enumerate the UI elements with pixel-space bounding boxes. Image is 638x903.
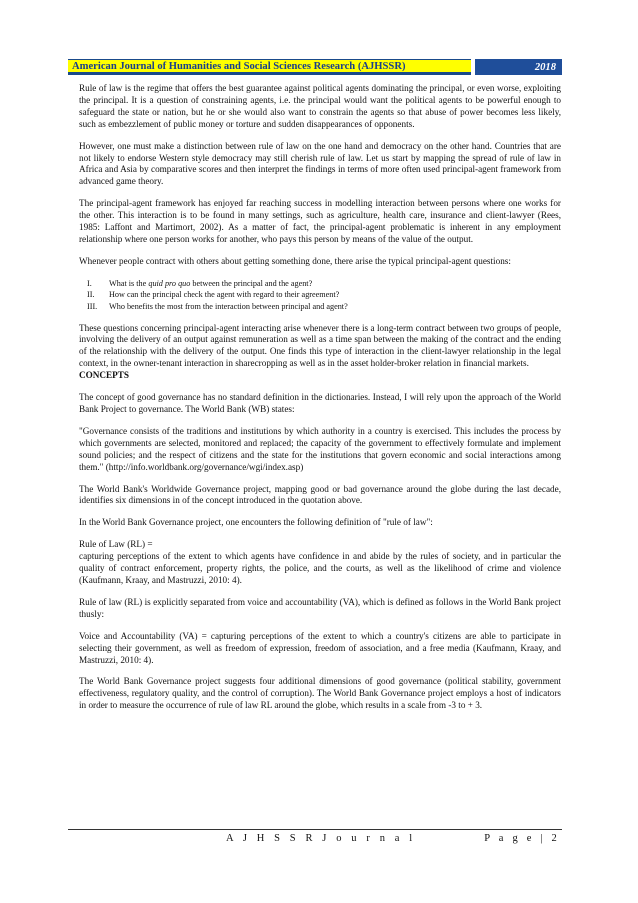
list-number: I. [87, 278, 92, 288]
paragraph: In the World Bank Governance project, one encounters the following definition of "rule of law": [79, 517, 433, 528]
paragraph: Rule of law is the regime that offers the best guarantee against political agents dominating the principal, or even worse, exploiting the principal. It is a question of constraining agents, i.e. the principal would want the political agents to be powerful enough to safeguard the state or nation, but he or she would also want to constrain the agents so that abuse of power becomes less likely, such as embezzlement of public money or torture and sudden disappearances of opponents. [79, 83, 561, 129]
journal-year: 2018 [534, 61, 556, 73]
definition-label: Rule of Law (RL) = [79, 539, 153, 550]
paragraph: The World Bank Governance project suggests four additional dimensions of good governance (political stability, government effectiveness, regulatory quality, and the control of corruption). The World Bank Governance project employs a host of indicators in order to measure the occurrence of rule of law RL around the globe, which results in a scale from -3 to + 3. [79, 676, 561, 711]
definition: Voice and Accountability (VA) = capturing perceptions of the extent to which a country's citizens are able to participate in selecting their government, as well as freedom of expression, freedom of association, and a free media (Kaufmann, Kraay, and Mastruzzi, 2010: 4). [79, 630, 561, 665]
paragraph: The World Bank's Worldwide Governance project, mapping good or bad governance around the globe during the last decade, identifies six dimensions in of the concept introduced in the quotation above. [79, 483, 561, 506]
list-item: III. Who benefits the most from the interaction between principal and agent? [87, 301, 348, 311]
question-list [79, 278, 561, 313]
list-item: II. How can the principal check the agent with regard to their agreement? [87, 290, 340, 300]
article-body [79, 83, 561, 722]
journal-title: American Journal of Humanities and Social Sciences Research (AJHSSR) [72, 60, 406, 72]
paragraph: The principal-agent framework has enjoyed far reaching success in modelling interaction between persons where one works for the other. This interaction is to be found in many settings, such as agriculture, health care, insurance and client-lawyer (Rees, 1985: Laffont and Martimort, 2002). As a matter of fact, the principal-agent problematic is inherent in any employment relationship where one person works for another, who pays this person by means of the value of the output. [79, 198, 561, 244]
journal-header [68, 59, 562, 75]
paragraph: However, one must make a distinction between rule of law on the one hand and democracy on the other hand. Countries that are not likely to endorse Western style democracy may still cherish rule of law. Let us start by mapping the spread of rule of law in Africa and Asia by comparative scores and then interpret the findings in terms of more often used principal-agent framework from advanced game theory. [79, 140, 561, 187]
journal-year-bar [475, 59, 562, 75]
list-item: I. What is the quid pro quo between the principal and the agent? [87, 278, 313, 288]
paragraph: These questions concerning principal-agent interacting arise whenever there is a long-term contract between two groups of people, involving the delivery of an output against remuneration as well as a time span between the making of the contract and the ending of the relationship with the delivery of the output. One finds this type of interaction in the client-lawyer relationship in the legal context, in the owner-tenant interaction in sharecropping as well as in the asset holder-broker relation in financial markets. [79, 322, 561, 369]
paragraph: The concept of good governance has no standard definition in the dictionaries. Instead, I will rely upon the approach of the World Bank Project to governance. The World Bank (WB) states: [79, 392, 561, 414]
paragraph: Rule of law (RL) is explicitly separated from voice and accountability (VA), which is defined as follows in the World Bank project thusly: [79, 596, 561, 619]
paragraph: Whenever people contract with others about getting something done, there arise the typical principal-agent questions: [79, 255, 511, 266]
list-number: II. [87, 290, 95, 300]
page-footer [68, 829, 562, 848]
quotation: "Governance consists of the traditions and institutions by which authority in a country is exercised. This includes the process by which governments are selected, monitored and replaced; the capacity of the government to effectively formulate and implement sound policies; and the respect of citizens and the state for the institutions that govern economic and social interactions among them." (http://info.worldbank.org/governance/wgi/index.asp) [79, 425, 561, 472]
definition: capturing perceptions of the extent to which agents have confidence in and abide by the rules of society, and in particular the quality of contract enforcement, property rights, the police, and the courts, as well as the likelihood of crime and violence (Kaufmann, Kraay, and Mastruzzi, 2010: 4). [79, 551, 561, 585]
list-number: III. [87, 301, 98, 311]
journal-title-bar [68, 59, 471, 75]
footer-journal: A J H S S R J o u r n a l [226, 833, 416, 844]
page-number: P a g e | 2 [484, 833, 560, 844]
section-heading: CONCEPTS [79, 370, 130, 381]
